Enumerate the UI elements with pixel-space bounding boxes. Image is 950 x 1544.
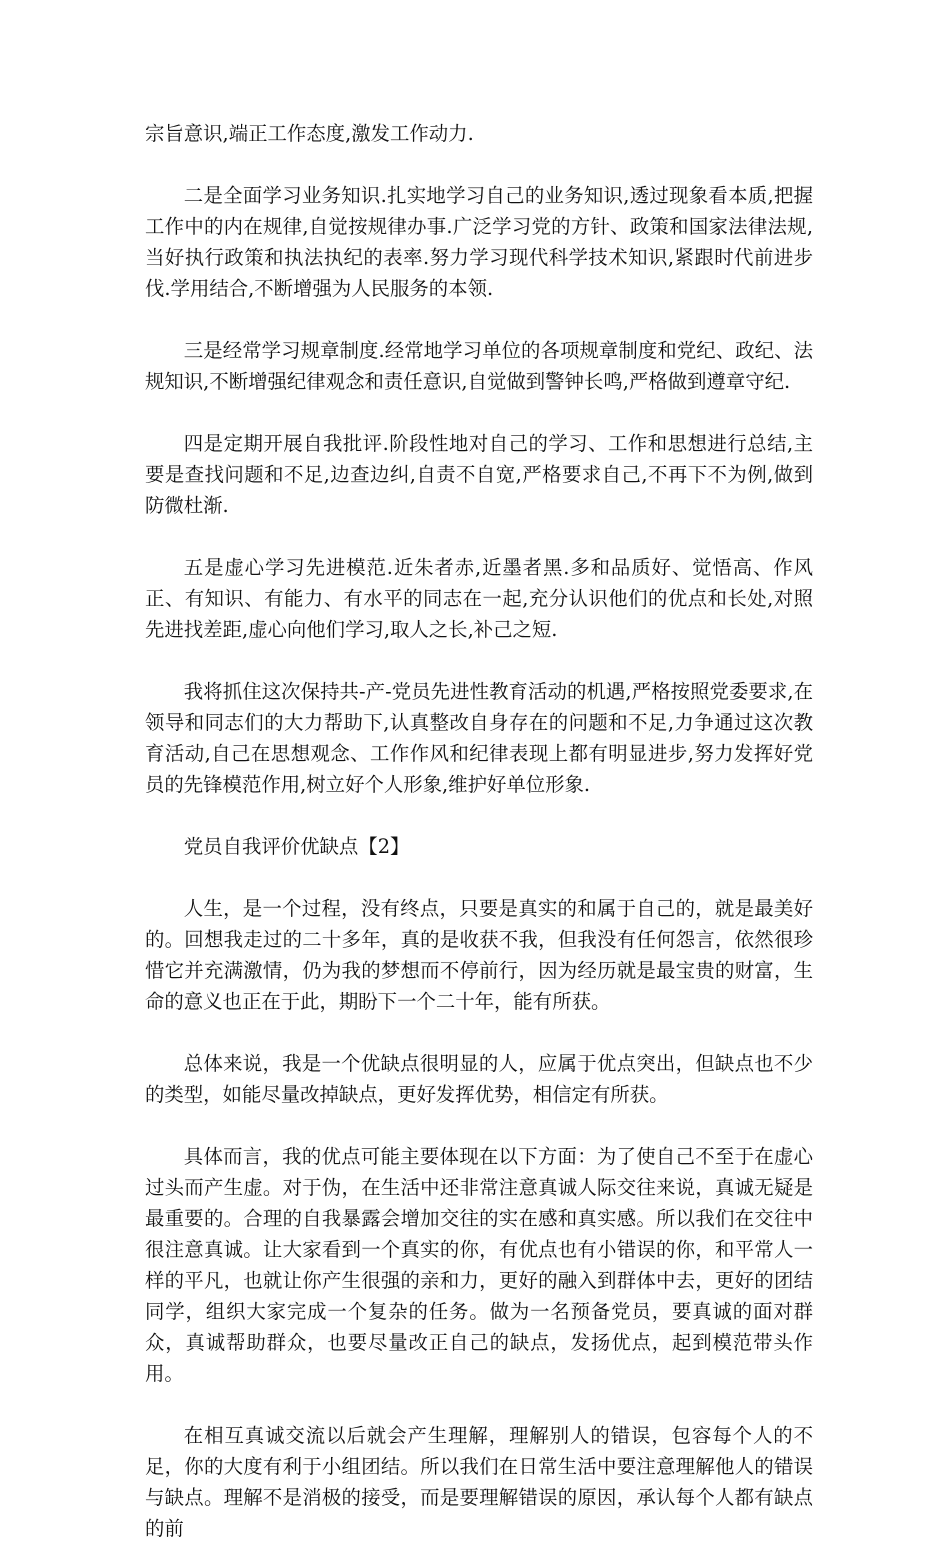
paragraph-overall: 总体来说，我是一个优缺点很明显的人，应属于优点突出，但缺点也不少的类型，如能尽量改掉缺点，更好发挥优势，相信定有所获。 bbox=[145, 1052, 813, 1106]
paragraph-self-criticism: 四是定期开展自我批评.阶段性地对自己的学习、工作和思想进行总结,主要是查找问题和不足,边查边纠,自责不自宽,严格要求自己,不再下不为例,做到防微杜渐. bbox=[145, 432, 813, 517]
paragraph-strengths: 具体而言，我的优点可能主要体现在以下方面：为了使自己不至于在虚心过头而产生虚。对于伪，在生活中还非常注意真诚人际交往来说，真诚无疑是最重要的。合理的自我暴露会增加交往的实在感和真实感。所以我们在交往中很注意真诚。让大家看到一个真实的你，有优点也有小错误的你，和平常人一样的平凡，也就让你产生很强的亲和力，更好的融入到群体中去，更好的团结同学，组织大家完成一个复杂的任务。做为一名预备党员，要真诚的面对群众，真诚帮助群众，也要尽量改正自己的缺点，发扬优点，起到模范带头作用。 bbox=[145, 1145, 813, 1385]
document-page bbox=[145, 118, 813, 1544]
paragraph-commitment: 我将抓住这次保持共-产-党员先进性教育活动的机遇,严格按照党委要求,在领导和同志们的大力帮助下,认真整改自身存在的问题和不足,力争通过这次教育活动,自己在思想观念、工作作风和纪律表现上都有明显进步,努力发挥好党员的先锋模范作用,树立好个人形象,维护好单位形象. bbox=[145, 680, 813, 796]
paragraph-life-process: 人生，是一个过程，没有终点，只要是真实的和属于自己的，就是最美好的。回想我走过的二十多年，真的是收获不我，但我没有任何怨言，依然很珍惜它并充满激情，仍为我的梦想而不停前行，因为经历就是最宝贵的财富，生命的意义也正在于此，期盼下一个二十年，能有所获。 bbox=[145, 897, 813, 1013]
paragraph-understanding: 在相互真诚交流以后就会产生理解，理解别人的错误，包容每个人的不足，你的大度有利于小组团结。所以我们在日常生活中要注意理解他人的错误与缺点。理解不是消极的接受，而是要理解错误的原因，承认每个人都有缺点的前 bbox=[145, 1424, 813, 1540]
section-heading: 党员自我评价优缺点【2】 bbox=[183, 835, 410, 858]
paragraph-learn-models: 五是虚心学习先进模范.近朱者赤,近墨者黑.多和品质好、觉悟高、作风正、有知识、有能力、有水平的同志在一起,充分认识他们的优点和长处,对照先进找差距,虚心向他们学习,取人之长,补己之短. bbox=[145, 556, 813, 641]
paragraph-rules-study: 三是经常学习规章制度.经常地学习单位的各项规章制度和党纪、政纪、法规知识,不断增强纪律观念和责任意识,自觉做到警钟长鸣,严格做到遵章守纪. bbox=[145, 339, 813, 393]
paragraph-continuation: 宗旨意识,端正工作态度,激发工作动力. bbox=[145, 122, 474, 145]
paragraph-business-knowledge: 二是全面学习业务知识.扎实地学习自己的业务知识,透过现象看本质,把握工作中的内在规律,自觉按规律办事.广泛学习党的方针、政策和国家法律法规,当好执行政策和执法执纪的表率.努力学习现代科学技术知识,紧跟时代前进步伐.学用结合,不断增强为人民服务的本领. bbox=[145, 184, 813, 300]
